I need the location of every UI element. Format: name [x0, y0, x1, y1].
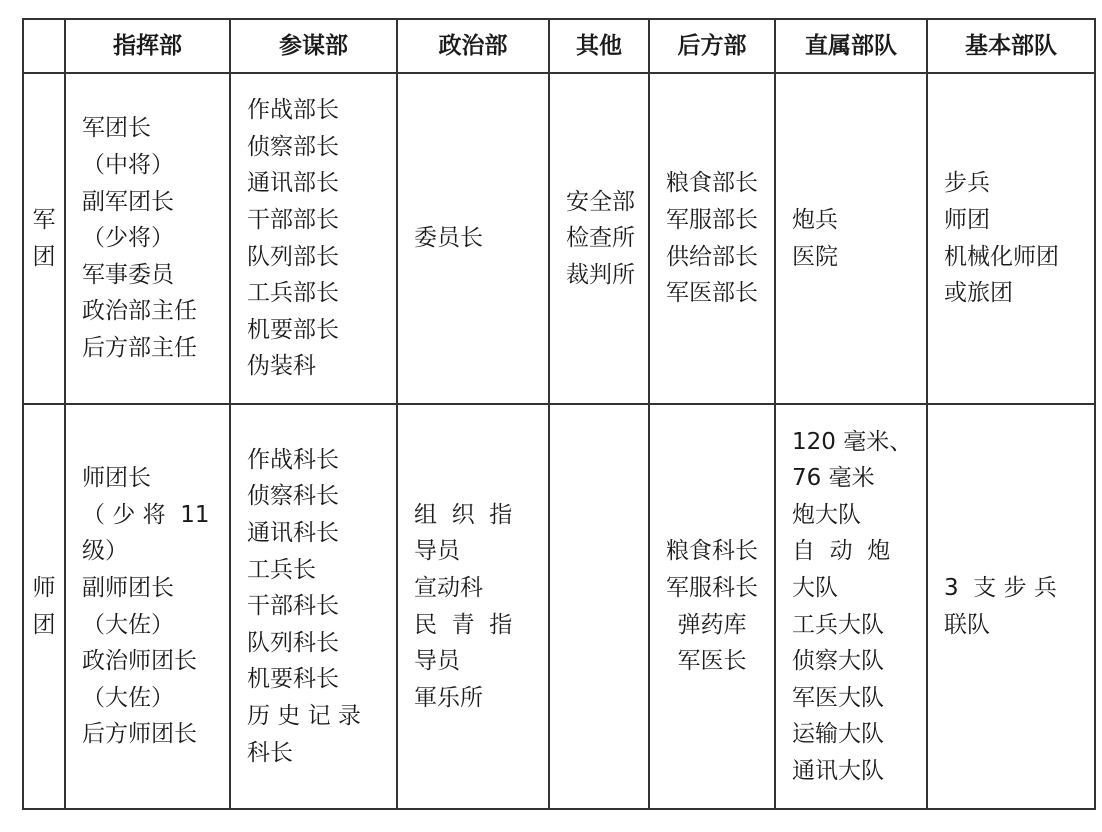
- cell-line: 组 织 指: [414, 501, 513, 528]
- table-cell: [927, 73, 1095, 404]
- cell-line: 军医长: [677, 648, 747, 675]
- table-cell: [65, 404, 230, 809]
- cell-line: 作战科长: [247, 446, 339, 473]
- cell-line: 伪装科: [247, 353, 316, 380]
- cell-line: 裁判所: [566, 261, 635, 288]
- cell-line: 工兵长: [247, 556, 316, 583]
- cell-line: 历 史 记 录: [247, 702, 361, 729]
- cell-line: 自 动 炮: [792, 538, 891, 565]
- cell-line: 安全部: [566, 188, 635, 215]
- cell-line: 干部部长: [247, 206, 339, 233]
- cell-line: 粮食科长: [666, 538, 758, 565]
- cell-line: 干部科长: [247, 593, 339, 620]
- column-header: 其他: [549, 19, 649, 73]
- cell-line: 副军团长: [82, 188, 174, 215]
- cell-line: 军服部长: [666, 206, 758, 233]
- table-cell: [230, 73, 397, 404]
- cell-line: 侦察部长: [247, 133, 339, 160]
- cell-line: 120 毫米、: [792, 428, 913, 455]
- cell-line: 政治部主任: [82, 298, 197, 325]
- cell-line: （大佐）: [82, 684, 174, 711]
- cell-line: 军医大队: [792, 684, 884, 711]
- row-label: [23, 73, 65, 404]
- cell-line: 军团长: [82, 115, 151, 142]
- cell-line: 委员长: [414, 225, 483, 252]
- table-cell: [649, 404, 775, 809]
- cell-line: 师团: [944, 206, 990, 233]
- cell-line: 步兵: [944, 170, 990, 197]
- cell-line: 工兵部长: [247, 280, 339, 307]
- cell-line: 炮大队: [792, 501, 861, 528]
- table-cell: [649, 73, 775, 404]
- table-cell: [65, 73, 230, 404]
- row-label: [23, 404, 65, 809]
- cell-line: 供给部长: [666, 243, 758, 270]
- table-cell: [230, 404, 397, 809]
- cell-line: 机械化师团: [944, 243, 1059, 270]
- cell-line: 军事委员: [82, 261, 174, 288]
- table-cell: [549, 404, 649, 809]
- organization-table: [22, 18, 1096, 810]
- cell-line: 医院: [792, 243, 838, 270]
- column-header: 基本部队: [927, 19, 1095, 73]
- cell-line: 机要部长: [247, 316, 339, 343]
- cell-line: 侦察科长: [247, 483, 339, 510]
- table-row: [23, 404, 1095, 809]
- table-row: [23, 73, 1095, 404]
- cell-line: 工兵大队: [792, 611, 884, 638]
- cell-line: 政治师团长: [82, 648, 197, 675]
- cell-line: （中将）: [82, 152, 174, 179]
- cell-line: 副师团长: [82, 574, 174, 601]
- cell-line: （ 少 将 11: [82, 501, 210, 528]
- cell-line: 级）: [82, 538, 128, 565]
- cell-line: 联队: [944, 611, 990, 638]
- cell-line: 后方部主任: [82, 334, 197, 361]
- cell-line: 民 青 指: [414, 611, 513, 638]
- column-header: 直属部队: [775, 19, 927, 73]
- cell-line: 导员: [414, 648, 460, 675]
- table-cell: [927, 404, 1095, 809]
- cell-line: 运输大队: [792, 721, 884, 748]
- cell-line: 弹药库: [677, 611, 747, 638]
- cell-line: 炮兵: [792, 206, 838, 233]
- cell-line: 军医部长: [666, 280, 758, 307]
- header-row: [23, 19, 1095, 73]
- table-cell: [549, 73, 649, 404]
- cell-line: 3 支 步 兵: [944, 574, 1057, 601]
- cell-line: 后方师团长: [82, 721, 197, 748]
- row-label-char: 师: [32, 574, 56, 601]
- cell-line: 宣动科: [414, 574, 483, 601]
- cell-line: 师团长: [82, 465, 151, 492]
- table-cell: [775, 73, 927, 404]
- table-cell: [397, 73, 549, 404]
- cell-line: 科长: [247, 739, 293, 766]
- cell-line: 軍乐所: [414, 684, 483, 711]
- cell-line: 或旅团: [944, 280, 1013, 307]
- row-label-char: 团: [32, 611, 56, 638]
- cell-line: 检查所: [566, 225, 635, 252]
- row-label-char: 团: [32, 243, 56, 270]
- column-header: 参谋部: [230, 19, 397, 73]
- cell-line: 队列科长: [247, 629, 339, 656]
- cell-line: 粮食部长: [666, 170, 758, 197]
- cell-line: （少将）: [82, 225, 174, 252]
- cell-line: 大队: [792, 574, 838, 601]
- cell-line: （大佐）: [82, 611, 174, 638]
- cell-line: 导员: [414, 538, 460, 565]
- cell-line: 军服科长: [666, 574, 758, 601]
- cell-line: 队列部长: [247, 243, 339, 270]
- cell-line: 机要科长: [247, 666, 339, 693]
- column-header: 指挥部: [65, 19, 230, 73]
- column-header: [23, 19, 65, 73]
- cell-line: 通讯大队: [792, 757, 884, 784]
- table-cell: [775, 404, 927, 809]
- cell-line: 侦察大队: [792, 648, 884, 675]
- cell-line: 作战部长: [247, 97, 339, 124]
- cell-line: 76 毫米: [792, 465, 875, 492]
- column-header: 后方部: [649, 19, 775, 73]
- table-cell: [397, 404, 549, 809]
- row-label-char: 军: [32, 206, 56, 233]
- cell-line: 通讯科长: [247, 520, 339, 547]
- column-header: 政治部: [397, 19, 549, 73]
- cell-line: 通讯部长: [247, 170, 339, 197]
